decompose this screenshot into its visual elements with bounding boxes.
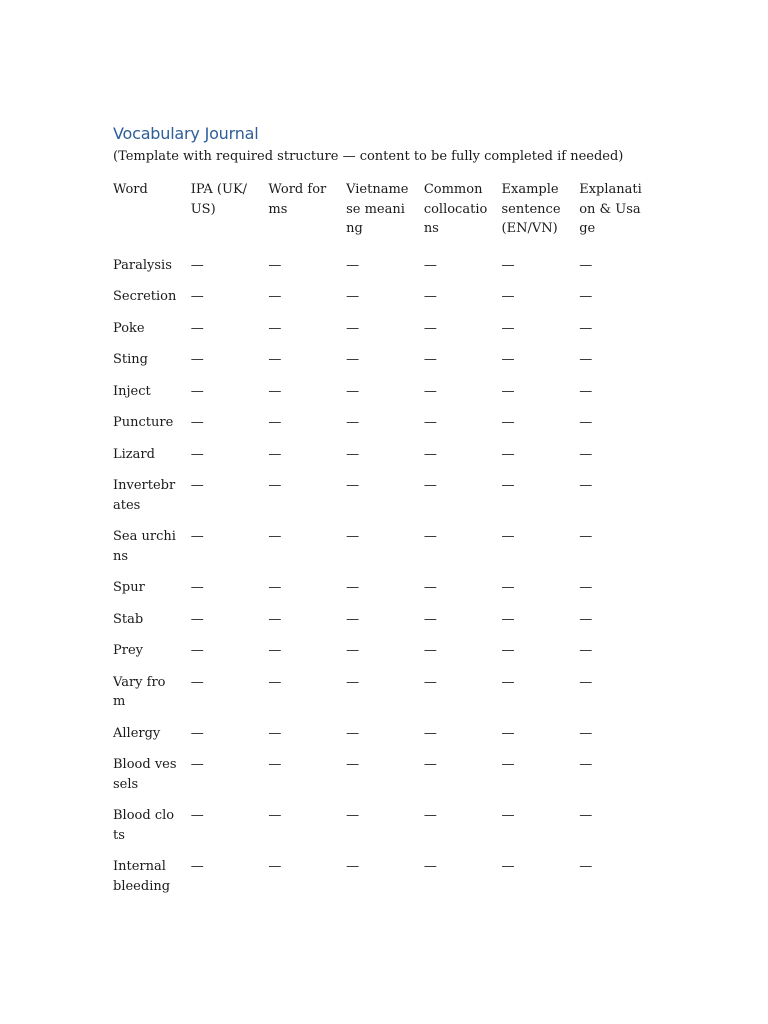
cell-word-forms: — (268, 757, 282, 772)
cell-word-forms: — (268, 808, 282, 823)
cell-example-sentence: — (501, 352, 515, 367)
table-row (106, 441, 650, 473)
cell-word: Inject (113, 383, 151, 399)
cell-explanation-usage: — (579, 808, 593, 823)
cell-explanation-usage: — (579, 674, 593, 690)
cell-ipa: — (190, 415, 204, 430)
cell-example-sentence: — (501, 611, 515, 627)
table-header (106, 176, 650, 252)
cell-example-sentence: — (501, 808, 515, 823)
table-row (106, 606, 650, 638)
cell-vietnamese-meaning: — (346, 257, 360, 273)
cell-word-forms: — (268, 320, 282, 336)
cell-vietnamese-meaning: — (346, 808, 360, 823)
cell-vietnamese-meaning: — (346, 446, 360, 462)
cell-explanation-usage: — (579, 320, 593, 336)
cell-vietnamese-meaning: — (346, 580, 360, 595)
cell-collocations: — (423, 257, 437, 273)
cell-explanation-usage: — (579, 478, 593, 493)
table-body (106, 252, 650, 905)
cell-vietnamese-meaning: — (346, 757, 360, 772)
cell-collocations: — (423, 529, 437, 544)
cell-explanation-usage: — (579, 352, 593, 367)
cell-word-forms: — (268, 674, 282, 690)
cell-word: Poke (113, 320, 145, 336)
cell-ipa: — (190, 643, 204, 658)
cell-collocations: — (423, 383, 437, 399)
header-ipa: IPA (UK/US) (190, 182, 248, 217)
cell-example-sentence: — (501, 320, 515, 336)
cell-example-sentence: — (501, 446, 515, 462)
cell-collocations: — (423, 643, 437, 658)
cell-word: Internal bleeding (113, 859, 171, 894)
cell-example-sentence: — (501, 674, 515, 690)
cell-word-forms: — (268, 580, 282, 595)
cell-explanation-usage: — (579, 415, 593, 430)
cell-word-forms: — (268, 446, 282, 462)
cell-example-sentence: — (501, 257, 515, 273)
cell-vietnamese-meaning: — (346, 529, 360, 544)
cell-vietnamese-meaning: — (346, 289, 360, 304)
cell-explanation-usage: — (579, 257, 593, 273)
cell-ipa: — (190, 757, 204, 772)
cell-word-forms: — (268, 725, 282, 741)
header-row (106, 176, 650, 252)
cell-word: Stab (113, 611, 144, 627)
cell-explanation-usage: — (579, 725, 593, 741)
cell-explanation-usage: — (579, 611, 593, 627)
cell-word-forms: — (268, 611, 282, 627)
cell-explanation-usage: — (579, 289, 593, 304)
cell-example-sentence: — (501, 529, 515, 544)
cell-ipa: — (190, 725, 204, 741)
cell-collocations: — (423, 757, 437, 772)
cell-explanation-usage: — (579, 383, 593, 399)
cell-collocations: — (423, 446, 437, 462)
cell-vietnamese-meaning: — (346, 352, 360, 367)
document-subtitle: (Template with required structure — content to be fully completed if needed) (113, 149, 624, 164)
cell-example-sentence: — (501, 725, 515, 741)
cell-collocations: — (423, 674, 437, 690)
table-row (106, 346, 650, 378)
cell-word: Blood vessels (113, 757, 177, 792)
cell-explanation-usage: — (579, 446, 593, 462)
cell-explanation-usage: — (579, 859, 593, 874)
cell-ipa: — (190, 674, 204, 690)
table-row (106, 378, 650, 410)
cell-word-forms: — (268, 289, 282, 304)
cell-ipa: — (190, 257, 204, 273)
table-row (106, 472, 650, 523)
cell-word: Prey (113, 643, 143, 658)
cell-word: Allergy (113, 725, 161, 741)
cell-word-forms: — (268, 383, 282, 399)
cell-example-sentence: — (501, 757, 515, 772)
cell-word-forms: — (268, 352, 282, 367)
cell-ipa: — (190, 383, 204, 399)
table-row (106, 315, 650, 347)
header-word-forms: Word forms (268, 182, 327, 217)
table-row (106, 283, 650, 315)
cell-collocations: — (423, 859, 437, 874)
cell-ipa: — (190, 529, 204, 544)
table-row (106, 574, 650, 606)
table-row (106, 751, 650, 802)
cell-collocations: — (423, 580, 437, 595)
cell-word-forms: — (268, 478, 282, 493)
cell-ipa: — (190, 611, 204, 627)
table-row (106, 802, 650, 853)
cell-example-sentence: — (501, 478, 515, 493)
cell-ipa: — (190, 289, 204, 304)
cell-example-sentence: — (501, 859, 515, 874)
table-row (106, 637, 650, 669)
cell-word-forms: — (268, 257, 282, 273)
header-collocations: Common collocations (423, 182, 488, 236)
cell-ipa: — (190, 446, 204, 462)
cell-explanation-usage: — (579, 757, 593, 772)
table-row (106, 669, 650, 720)
header-word: Word (113, 182, 148, 197)
header-vietnamese-meaning: Vietnamese meaning (346, 182, 409, 236)
cell-collocations: — (423, 289, 437, 304)
header-explanation-usage: Explanation & Usage (579, 182, 642, 236)
cell-collocations: — (423, 611, 437, 627)
cell-ipa: — (190, 320, 204, 336)
table-row (106, 252, 650, 284)
cell-word: Secretion (113, 289, 177, 304)
cell-word-forms: — (268, 859, 282, 874)
cell-ipa: — (190, 352, 204, 367)
cell-vietnamese-meaning: — (346, 415, 360, 430)
cell-word: Blood clots (113, 808, 175, 843)
cell-collocations: — (423, 415, 437, 430)
cell-example-sentence: — (501, 289, 515, 304)
cell-vietnamese-meaning: — (346, 725, 360, 741)
cell-ipa: — (190, 580, 204, 595)
cell-example-sentence: — (501, 643, 515, 658)
cell-word: Paralysis (113, 257, 172, 273)
cell-word: Vary from (113, 674, 166, 709)
header-example-sentence: Example sentence (EN/VN) (501, 182, 561, 236)
vocabulary-table (106, 176, 650, 904)
cell-vietnamese-meaning: — (346, 859, 360, 874)
table-row (106, 720, 650, 752)
cell-ipa: — (190, 808, 204, 823)
cell-word-forms: — (268, 643, 282, 658)
table-row (106, 853, 650, 904)
cell-example-sentence: — (501, 415, 515, 430)
cell-vietnamese-meaning: — (346, 478, 360, 493)
cell-word: Puncture (113, 415, 174, 430)
document-title: Vocabulary Journal (113, 124, 259, 143)
cell-vietnamese-meaning: — (346, 383, 360, 399)
cell-word-forms: — (268, 529, 282, 544)
cell-explanation-usage: — (579, 643, 593, 658)
cell-ipa: — (190, 478, 204, 493)
cell-collocations: — (423, 320, 437, 336)
table-row (106, 523, 650, 574)
cell-vietnamese-meaning: — (346, 674, 360, 690)
cell-word: Sea urchins (113, 529, 176, 564)
cell-explanation-usage: — (579, 529, 593, 544)
cell-word-forms: — (268, 415, 282, 430)
cell-vietnamese-meaning: — (346, 643, 360, 658)
cell-collocations: — (423, 725, 437, 741)
cell-collocations: — (423, 352, 437, 367)
cell-example-sentence: — (501, 383, 515, 399)
cell-word: Spur (113, 580, 145, 595)
cell-vietnamese-meaning: — (346, 611, 360, 627)
cell-vietnamese-meaning: — (346, 320, 360, 336)
cell-ipa: — (190, 859, 204, 874)
cell-explanation-usage: — (579, 580, 593, 595)
table-row (106, 409, 650, 441)
cell-collocations: — (423, 478, 437, 493)
cell-word: Sting (113, 352, 148, 367)
cell-example-sentence: — (501, 580, 515, 595)
cell-collocations: — (423, 808, 437, 823)
cell-word: Invertebrates (113, 478, 176, 513)
cell-word: Lizard (113, 446, 155, 462)
